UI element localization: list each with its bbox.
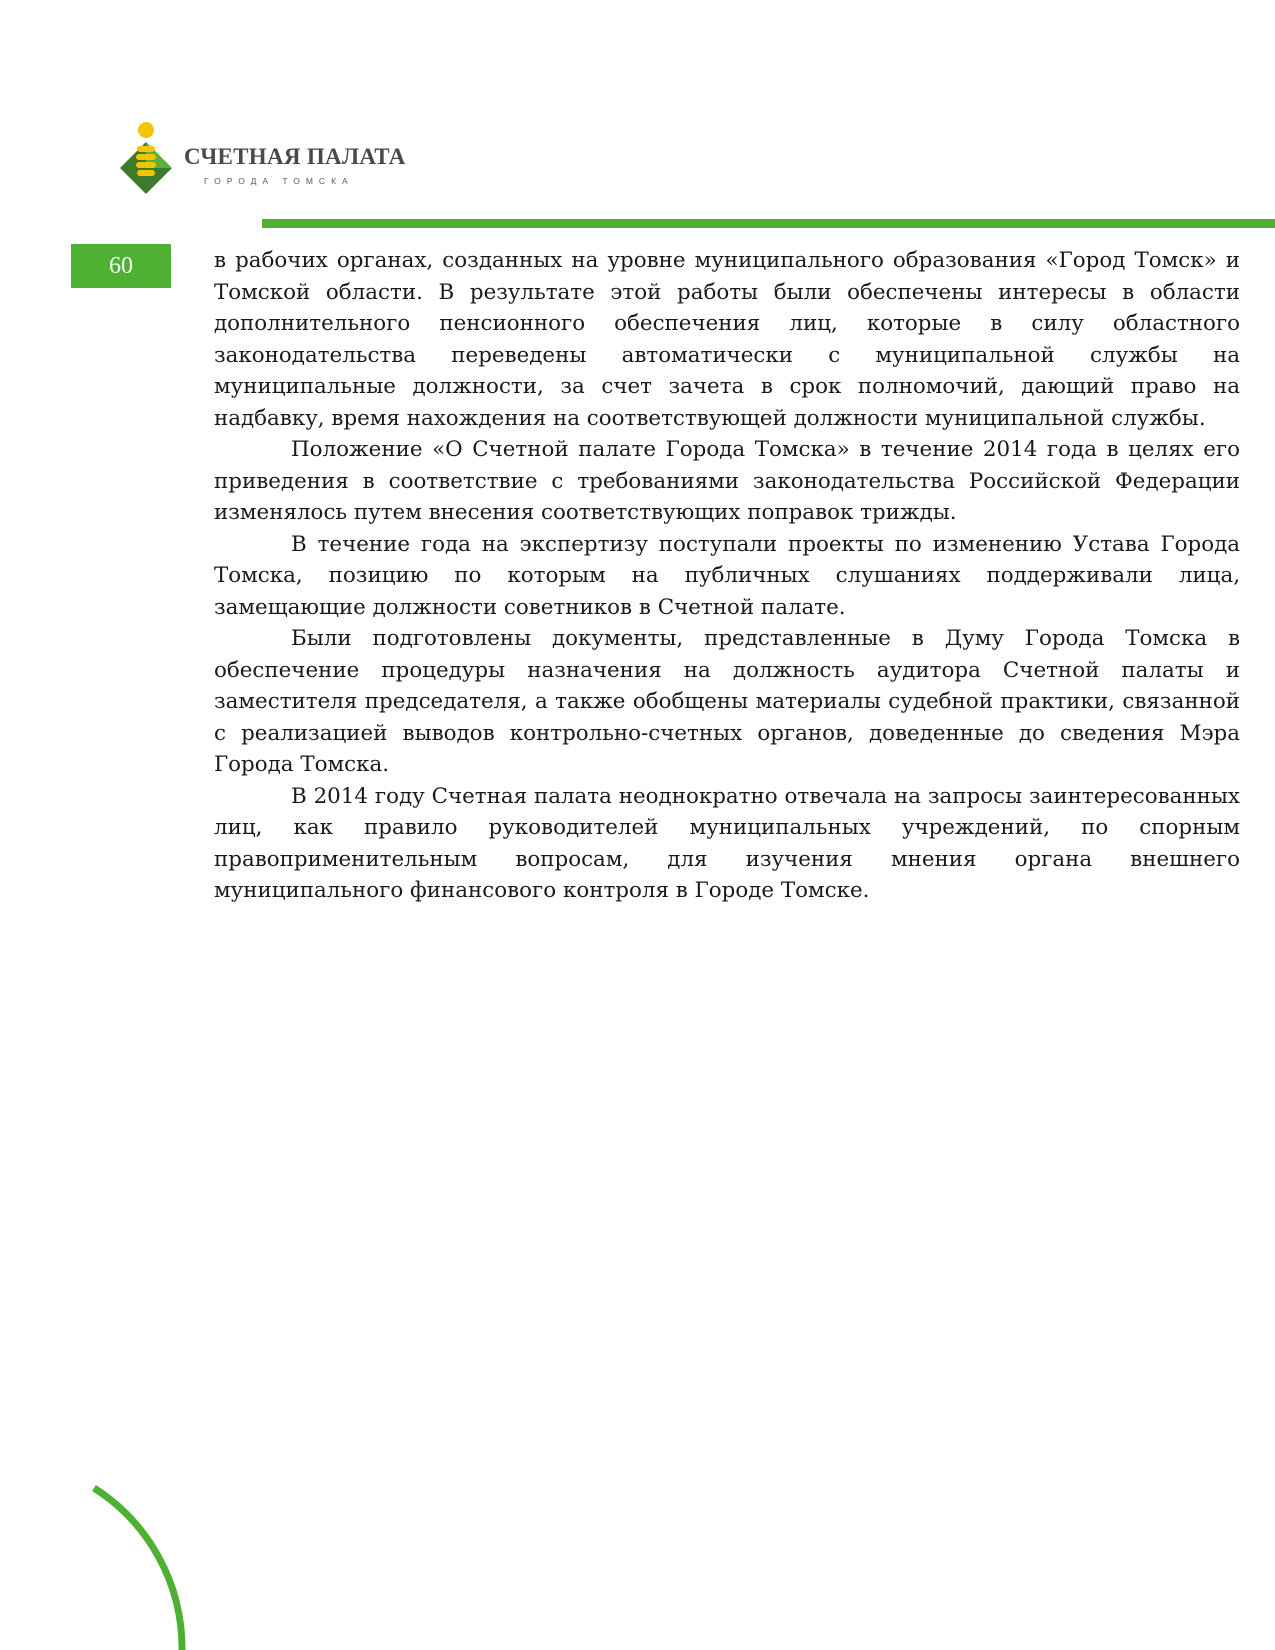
paragraph-1: в рабочих органах, созданных на уровне муниципального образования «Город Томск» и Томской области. В результате этой работы были обеспечены интересы в области дополнительного пенсионного обеспечения лиц, которые в силу областного законодательства переведены автоматически с муниципальной службы на муниципальные должности, за счет зачета в срок полномочий, дающий право на надбавку, время нахождения на соответствующей должности муниципальной службы. (214, 248, 1240, 431)
organization-title: СЧЕТНАЯ ПАЛАТА (184, 144, 406, 169)
decorative-corner-arc (0, 1470, 200, 1650)
document-body (214, 245, 1240, 907)
page-number-badge: 60 (71, 244, 171, 288)
paragraph-3: В течение года на экспертизу поступали проекты по изменению Устава Города Томска, позицию по которым на публичных слушаниях поддерживали лица, замещающие должности советников в Счетной палате. (214, 531, 1240, 620)
paragraph-5: В 2014 году Счетная палата неоднократно отвечала на запросы заинтересованных лиц, как правило руководителей муниципальных учреждений, по спорным правоприменительным вопросам, для изучения мнения органа внешнего муниципального финансового контроля в Городе Томске. (214, 783, 1240, 903)
organization-subtitle: ГОРОДА ТОМСКА (204, 176, 354, 186)
logo-emblem-icon (116, 120, 176, 200)
header-divider (262, 219, 1275, 228)
organization-logo (116, 120, 436, 200)
paragraph-4: Были подготовлены документы, представленные в Думу Города Томска в обеспечение процедуры назначения на должность аудитора Счетной палаты и заместителя председателя, а также обобщены материалы судебной практики, связанной с реализацией выводов контрольно-счетных органов, доведенные до сведения Мэра Города Томска. (214, 626, 1240, 777)
paragraph-2: Положение «О Счетной палате Города Томска» в течение 2014 года в целях его приведения в соответствие с требованиями законодательства Российской Федерации изменялось путем внесения соответствующих поправок трижды. (214, 437, 1240, 525)
